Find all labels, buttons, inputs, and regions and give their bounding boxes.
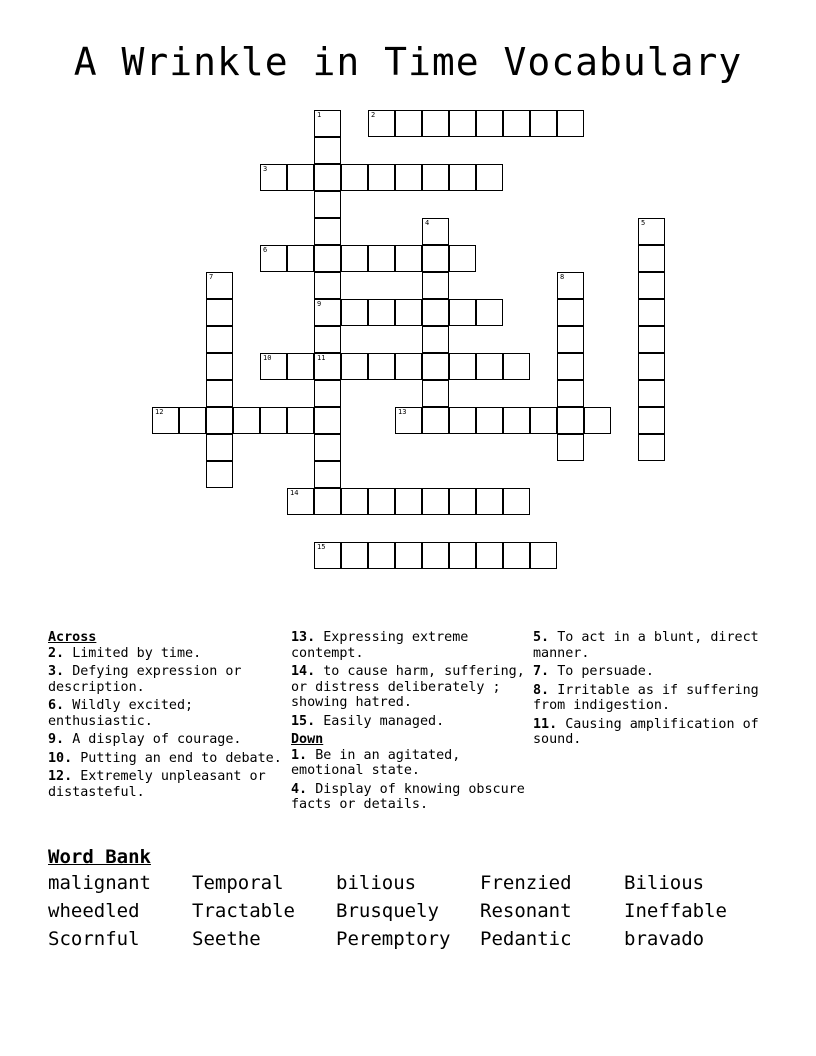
word-bank-word: Bilious	[624, 872, 705, 894]
grid-cell	[422, 326, 449, 353]
grid-cell	[557, 380, 584, 407]
clue-across-12: 12. Extremely unpleasant or distasteful.	[48, 769, 266, 800]
grid-cell	[368, 299, 395, 326]
grid-cell	[449, 488, 476, 515]
grid-cell	[638, 380, 665, 407]
grid-cell	[638, 326, 665, 353]
word-bank	[48, 846, 778, 950]
clues-section	[48, 630, 778, 816]
grid-cell	[557, 110, 584, 137]
word-bank-word: bilious	[336, 872, 417, 894]
grid-cell	[503, 407, 530, 434]
grid-cell	[557, 353, 584, 380]
grid-cell	[584, 407, 611, 434]
grid-cell	[530, 542, 557, 569]
word-bank-title: Word Bank	[48, 846, 151, 868]
grid-cell	[449, 164, 476, 191]
word-bank-word: malignant	[48, 872, 151, 894]
grid-cell	[395, 299, 422, 326]
grid-cell	[422, 110, 449, 137]
grid-cell	[557, 272, 584, 299]
grid-cell	[260, 245, 287, 272]
clues-column-3	[533, 630, 778, 816]
grid-cell	[638, 353, 665, 380]
cell-number: 1	[317, 111, 322, 119]
grid-cell	[314, 272, 341, 299]
grid-cell	[314, 353, 341, 380]
grid-cell	[476, 542, 503, 569]
grid-cell	[287, 164, 314, 191]
grid-cell	[422, 407, 449, 434]
grid-cell	[260, 164, 287, 191]
grid-cell	[476, 110, 503, 137]
grid-cell	[638, 272, 665, 299]
page-title: A Wrinkle in Time Vocabulary	[73, 40, 743, 84]
grid-cell	[368, 542, 395, 569]
grid-cell	[341, 299, 368, 326]
cell-number: 12	[155, 408, 164, 416]
grid-cell	[395, 407, 422, 434]
grid-cell	[260, 407, 287, 434]
grid-cell	[206, 434, 233, 461]
grid-cell	[422, 353, 449, 380]
grid-cell	[449, 407, 476, 434]
grid-cell	[476, 164, 503, 191]
cell-number: 8	[560, 273, 565, 281]
grid-cell	[341, 488, 368, 515]
grid-cell	[422, 380, 449, 407]
cell-number: 2	[371, 111, 376, 119]
grid-cell	[530, 110, 557, 137]
grid-cell	[179, 407, 206, 434]
grid-cell	[314, 137, 341, 164]
grid-cell	[503, 110, 530, 137]
clue-across-14: 14. to cause harm, suffering, or distress deliberately ; showing hatred.	[291, 664, 525, 710]
clue-down-11: 11. Causing amplification of sound.	[533, 716, 759, 747]
cell-number: 13	[398, 408, 407, 416]
grid-cell	[503, 353, 530, 380]
grid-cell	[206, 461, 233, 488]
grid-cell	[557, 299, 584, 326]
grid-cell	[314, 461, 341, 488]
cell-number: 6	[263, 246, 268, 254]
word-bank-word: Resonant	[480, 900, 572, 922]
grid-cell	[314, 488, 341, 515]
grid-cell	[287, 353, 314, 380]
grid-cell	[422, 245, 449, 272]
grid-cell	[476, 299, 503, 326]
grid-cell	[503, 488, 530, 515]
grid-cell	[449, 299, 476, 326]
grid-cell	[314, 407, 341, 434]
clues-column-2	[291, 630, 533, 816]
grid-cell	[638, 299, 665, 326]
cell-number: 15	[317, 543, 326, 551]
word-bank-word: Ineffable	[624, 900, 727, 922]
grid-cell	[206, 380, 233, 407]
cell-number: 10	[263, 354, 272, 362]
grid-cell	[206, 326, 233, 353]
cell-number: 7	[209, 273, 214, 281]
grid-cell	[341, 164, 368, 191]
grid-cell	[314, 380, 341, 407]
grid-cell	[287, 488, 314, 515]
grid-cell	[287, 245, 314, 272]
grid-cell	[476, 353, 503, 380]
grid-cell	[206, 299, 233, 326]
clue-across-15: 15. Easily managed.	[291, 713, 445, 729]
word-bank-word: wheedled	[48, 900, 140, 922]
grid-cell	[422, 272, 449, 299]
clue-down-7: 7. To persuade.	[533, 664, 654, 679]
grid-cell	[449, 245, 476, 272]
cell-number: 11	[317, 354, 326, 362]
grid-cell	[341, 542, 368, 569]
word-bank-word: Brusquely	[336, 900, 439, 922]
grid-cell	[395, 542, 422, 569]
clue-across-2: 2. Limited by time.	[48, 645, 202, 661]
grid-cell	[287, 407, 314, 434]
clue-down-8: 8. Irritable as if suffering from indigestion.	[533, 682, 759, 713]
cell-number: 3	[263, 165, 268, 173]
grid-cell	[422, 488, 449, 515]
grid-cell	[314, 299, 341, 326]
grid-cell	[638, 434, 665, 461]
grid-cell	[395, 245, 422, 272]
grid-cell	[557, 407, 584, 434]
grid-cell	[233, 407, 260, 434]
cell-number: 4	[425, 219, 430, 227]
word-bank-word: Scornful	[48, 928, 140, 950]
word-bank-word: Temporal	[192, 872, 284, 894]
word-bank-list	[48, 872, 778, 950]
grid-cell	[341, 245, 368, 272]
clue-across-13: 13. Expressing extreme contempt.	[291, 630, 469, 661]
grid-cell	[368, 353, 395, 380]
grid-cell	[476, 488, 503, 515]
grid-cell	[368, 245, 395, 272]
grid-cell	[314, 218, 341, 245]
grid-cell	[557, 434, 584, 461]
grid-cell	[314, 191, 341, 218]
grid-cell	[314, 542, 341, 569]
grid-cell	[422, 164, 449, 191]
grid-cell	[422, 542, 449, 569]
down-heading: Down	[291, 732, 324, 747]
grid-cell	[152, 407, 179, 434]
grid-cell	[260, 353, 287, 380]
grid-cell	[368, 110, 395, 137]
grid-cell	[422, 218, 449, 245]
grid-cell	[206, 407, 233, 434]
grid-cell	[503, 542, 530, 569]
cell-number: 5	[641, 219, 646, 227]
word-bank-word: Tractable	[192, 900, 295, 922]
grid-cell	[314, 434, 341, 461]
grid-cell	[638, 407, 665, 434]
grid-cell	[557, 326, 584, 353]
grid-cell	[476, 407, 503, 434]
grid-cell	[206, 272, 233, 299]
clue-down-4: 4. Display of knowing obscure facts or details.	[291, 781, 525, 812]
clues-column-1	[48, 630, 291, 816]
clue-across-6: 6. Wildly excited; enthusiastic.	[48, 698, 194, 729]
word-bank-word: Frenzied	[480, 872, 572, 894]
clue-down-1: 1. Be in an agitated, emotional state.	[291, 747, 461, 778]
grid-cell	[314, 110, 341, 137]
grid-cell	[395, 164, 422, 191]
grid-cell	[422, 299, 449, 326]
grid-cell	[314, 164, 341, 191]
word-bank-word: Peremptory	[336, 928, 451, 950]
word-bank-word: bravado	[624, 928, 705, 950]
grid-cell	[449, 353, 476, 380]
clue-down-5: 5. To act in a blunt, direct manner.	[533, 630, 759, 661]
grid-cell	[449, 542, 476, 569]
clue-across-9: 9. A display of courage.	[48, 732, 242, 747]
cell-number: 14	[290, 489, 299, 497]
word-bank-word: Pedantic	[480, 928, 572, 950]
grid-cell	[638, 245, 665, 272]
grid-cell	[314, 326, 341, 353]
word-bank-word: Seethe	[192, 928, 261, 950]
cell-number: 9	[317, 300, 322, 308]
across-heading: Across	[48, 630, 97, 645]
clue-across-3: 3. Defying expression or description.	[48, 664, 242, 695]
grid-cell	[638, 218, 665, 245]
grid-cell	[314, 245, 341, 272]
grid-cell	[341, 353, 368, 380]
grid-cell	[395, 488, 422, 515]
grid-cell	[206, 353, 233, 380]
grid-cell	[449, 110, 476, 137]
grid-cell	[368, 488, 395, 515]
grid-cell	[368, 164, 395, 191]
grid-cell	[395, 110, 422, 137]
grid-cell	[395, 353, 422, 380]
grid-cell	[530, 407, 557, 434]
clue-across-10: 10. Putting an end to debate.	[48, 750, 282, 766]
